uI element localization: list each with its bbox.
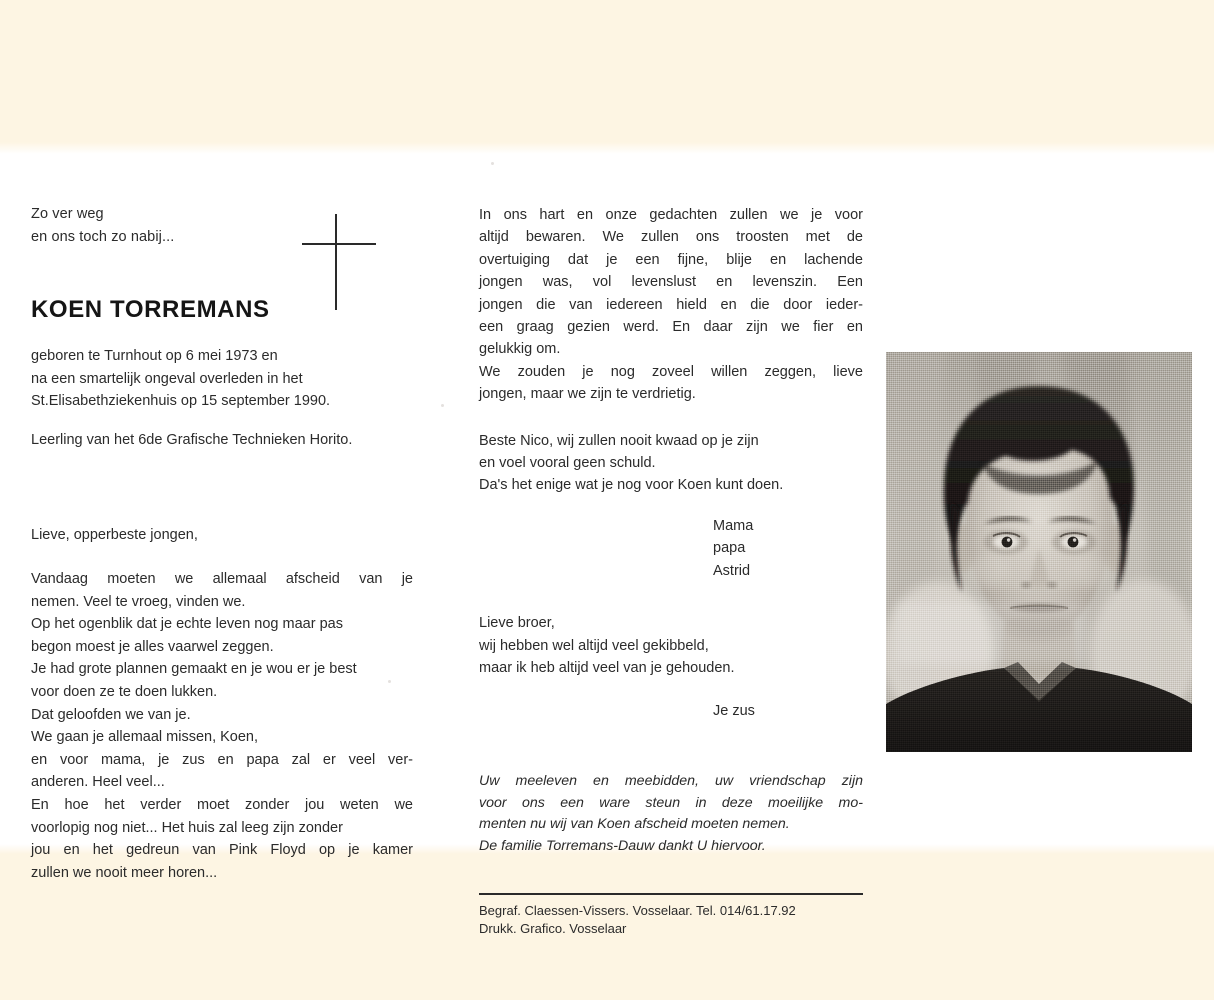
portrait-photograph-image xyxy=(886,352,1192,752)
left-letter-line: Dat geloofden we van je. xyxy=(31,706,191,723)
left-letter-salutation: Lieve, opperbeste jongen, xyxy=(31,527,198,543)
tribute-line: We zouden je nog zoveel willen zeggen, lieve xyxy=(479,363,863,380)
thanks-line: voor ons een ware steun in deze moeilijke mo- xyxy=(479,794,863,811)
tribute-line: overtuiging dat je een fijne, blije en lachende xyxy=(479,251,863,268)
left-letter-line: begon moest je alles vaarwel zeggen. xyxy=(31,638,274,655)
sister-message-line: wij hebben wel altijd veel gekibbeld, xyxy=(479,637,709,654)
main-tribute-paragraph xyxy=(479,204,863,406)
tribute-line: altijd bewaren. We zullen ons troosten met de xyxy=(479,229,863,246)
thanks-line: De familie Torremans-Dauw dankt U hiervoor. xyxy=(479,837,766,854)
tribute-line: gelukkig om. xyxy=(479,341,561,358)
death-line-2: St.Elisabethziekenhuis op 15 september 1990. xyxy=(31,393,331,409)
left-letter-line: We gaan je allemaal missen, Koen, xyxy=(31,729,259,746)
funeral-home-credit: Begraf. Claessen-Vissers. Vosselaar. Tel. 014/61.17.92 xyxy=(479,903,796,919)
signature-mama: Mama xyxy=(713,517,754,534)
signature-papa: papa xyxy=(713,540,746,557)
scan-speck xyxy=(441,404,444,407)
cross-horizontal-stroke xyxy=(302,243,376,245)
thanks-line: menten nu wij van Koen afscheid moeten nemen. xyxy=(479,816,790,833)
portrait-photograph xyxy=(886,352,1192,752)
left-letter-line: voorlopig nog niet... Het huis zal leeg zijn zonder xyxy=(31,819,343,836)
printer-credit: Drukk. Grafico. Vosselaar xyxy=(479,921,627,937)
left-letter-line: zullen we nooit meer horen... xyxy=(31,864,218,881)
tribute-line: jongen die van iedereen hield en die door ieder- xyxy=(479,296,863,313)
scan-speck xyxy=(491,162,494,165)
nico-message-line: en voel vooral geen schuld. xyxy=(479,455,656,472)
tribute-line: In ons hart en onze gedachten zullen we je voor xyxy=(479,207,863,223)
birth-and-death-details xyxy=(31,345,413,413)
epigraph-line-2: en ons toch zo nabij... xyxy=(31,229,175,245)
parents-signature xyxy=(479,515,863,582)
sister-message-line: maar ik heb altijd veel van je gehouden. xyxy=(479,659,735,676)
cross-icon xyxy=(302,214,376,310)
printer-credits xyxy=(479,902,863,938)
left-letter-line: Vandaag moeten we allemaal afscheid van je xyxy=(31,571,413,587)
thanks-line: Uw meeleven en meebidden, uw vriendschap zijn xyxy=(479,773,863,790)
tribute-line: een graag gezien werd. En daar zijn we fier en xyxy=(479,319,863,336)
memorial-card-sheet xyxy=(0,152,1214,937)
sister-message-line: Lieve broer, xyxy=(479,615,555,632)
tribute-line: jongen, maar we zijn te verdrietig. xyxy=(479,386,696,403)
card-top-edge-fade xyxy=(0,142,1214,154)
left-letter-line: Op het ogenblik dat je echte leven nog maar pas xyxy=(31,616,343,633)
nico-message-line: Beste Nico, wij zullen nooit kwaad op je zijn xyxy=(479,432,759,449)
death-line-1: na een smartelijk ongeval overleden in het xyxy=(31,370,303,387)
birth-line: geboren te Turnhout op 6 mei 1973 en xyxy=(31,348,278,364)
message-to-nico-paragraph xyxy=(479,430,863,497)
school-detail: Leerling van het 6de Grafische Technieken Horito. xyxy=(31,431,353,448)
credits-divider xyxy=(479,893,863,895)
tribute-line: jongen was, vol levenslust en levenszin. Een xyxy=(479,274,863,291)
left-letter-line: jou en het gedreun van Pink Floyd op je kamer xyxy=(31,842,413,859)
deceased-name: KOEN TORREMANS xyxy=(31,296,270,323)
left-letter-body xyxy=(31,568,413,884)
cross-vertical-stroke xyxy=(335,214,337,310)
left-letter-line: En hoe het verder moet zonder jou weten we xyxy=(31,796,413,813)
sister-signature: Je zus xyxy=(713,703,755,720)
sister-message-paragraph xyxy=(479,612,863,679)
epigraph-line-1: Zo ver weg xyxy=(31,206,104,222)
left-letter-line: voor doen ze te doen lukken. xyxy=(31,683,218,700)
left-letter-line: Je had grote plannen gemaakt en je wou er je best xyxy=(31,661,357,678)
thanks-note xyxy=(479,771,863,857)
nico-message-line: Da's het enige wat je nog voor Koen kunt doen. xyxy=(479,477,784,494)
left-letter-line: anderen. Heel veel... xyxy=(31,774,165,791)
left-letter-line: nemen. Veel te vroeg, vinden we. xyxy=(31,593,246,610)
middle-column xyxy=(479,204,863,938)
signature-astrid: Astrid xyxy=(713,562,751,579)
left-letter-line: en voor mama, je zus en papa zal er veel ver- xyxy=(31,751,413,768)
